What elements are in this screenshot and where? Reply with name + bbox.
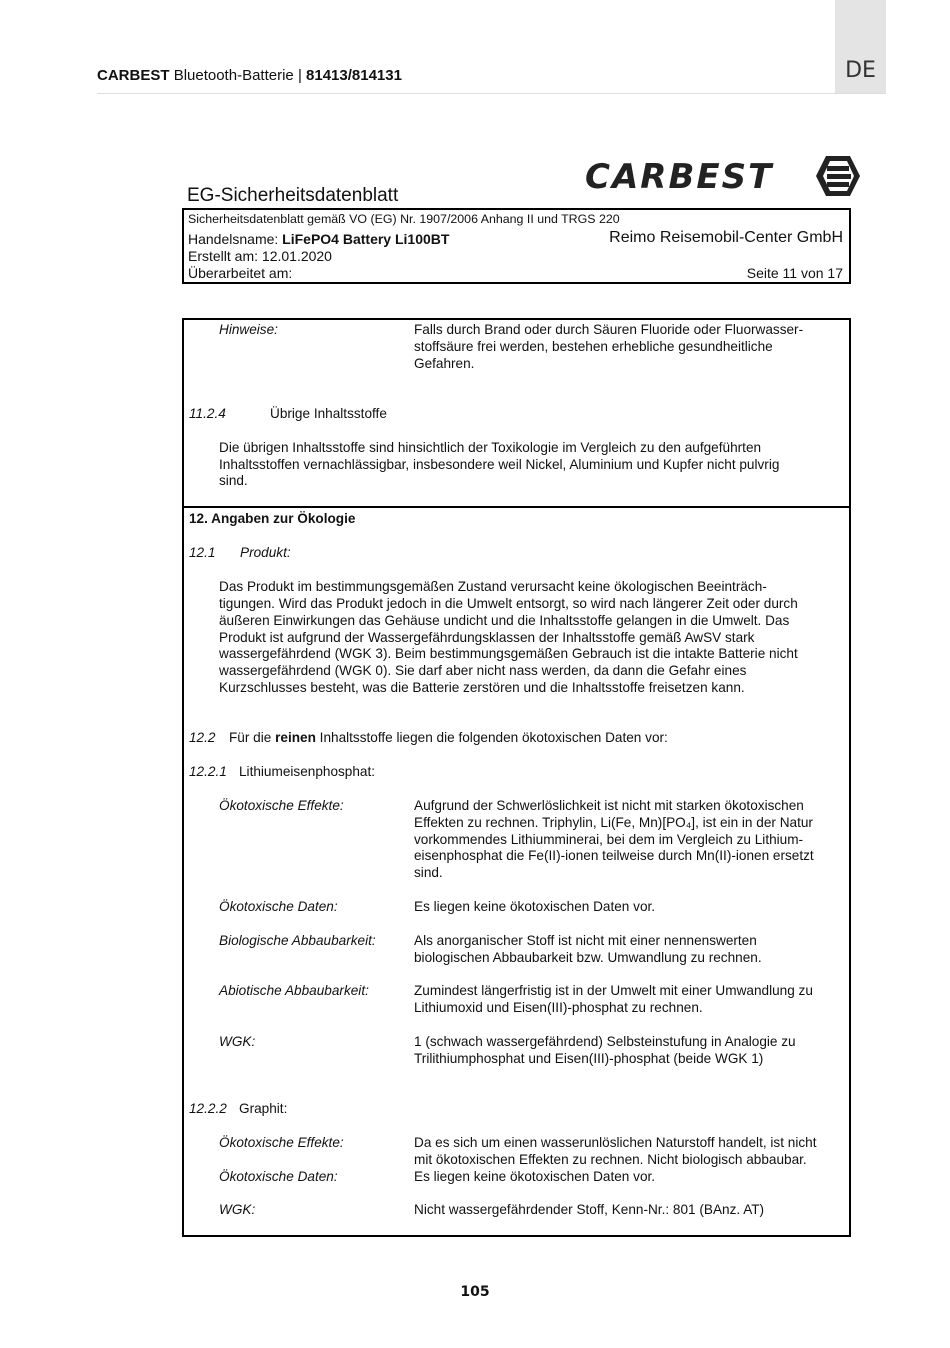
section-title: Graphit: (239, 1101, 288, 1116)
section-number: 12.1 (189, 545, 216, 560)
field-label: Biologische Abbaubarkeit: (219, 933, 376, 948)
logo-text: CARBEST (585, 157, 774, 197)
logo-emblem-icon (816, 156, 860, 196)
section-title: Lithiumeisenphosphat: (239, 764, 376, 779)
section-intro-pre: Für die (229, 730, 276, 745)
section-number: 12.2 (189, 730, 216, 745)
paragraph-line: äußeren Einwirkungen das Gehäuse undicht und die Inhaltsstoffe gelangen in die Umwelt. Das (219, 613, 790, 628)
carbest-logo (583, 152, 863, 205)
hinweise-line: stoffsäure frei werden, bestehen erhebliche gesundheitliche (414, 339, 773, 354)
paragraph-line: wassergefährdend (WGK 3). Beim bestimmungsgemäßen Gebrauch ist die intakte Batterie nicht (219, 646, 798, 661)
trade-name-label: Handelsname: (188, 231, 279, 247)
field-value: Effekten zu rechnen. Triphylin, Li(Fe, Mn)[PO₄], ist ein in der Natur (414, 815, 813, 830)
header-separator: | (297, 67, 302, 84)
section-heading: 12. Angaben zur Ökologie (189, 511, 356, 526)
field-label: WGK: (219, 1202, 256, 1217)
field-label: Abiotische Abbaubarkeit: (219, 983, 369, 998)
paragraph-line: Produkt ist aufgrund der Wassergefährdungsklassen der Inhaltsstoffe gemäß AwSV stark (219, 630, 755, 645)
running-header (97, 67, 402, 84)
field-value: Aufgrund der Schwerlöslichkeit ist nicht mit starken ökotoxischen (414, 798, 804, 813)
content-box (182, 318, 851, 1237)
trade-name-line (188, 231, 449, 247)
field-value: Trilithiumphosphat und Eisen(III)-phosphat (beide WGK 1) (414, 1051, 764, 1066)
paragraph-line: Das Produkt im bestimmungsgemäßen Zustand verursacht keine ökologischen Beeinträch- (219, 579, 767, 594)
field-value: Da es sich um einen wasserunlöslichen Naturstoff handelt, ist nicht (414, 1135, 817, 1150)
field-label: WGK: (219, 1034, 256, 1049)
paragraph-line: sind. (219, 473, 248, 488)
field-value: eisenphosphat die Fe(II)-ionen teilweise durch Mn(II)-ionen ersetzt (414, 848, 814, 863)
field-value: Es liegen keine ökotoxischen Daten vor. (414, 1169, 656, 1184)
field-value: Zumindest längerfristig ist in der Umwelt mit einer Umwandlung zu (414, 983, 813, 998)
field-value: biologischen Abbaubarkeit bzw. Umwandlung zu rechnen. (414, 950, 762, 965)
paragraph-line: Inhaltsstoffen vernachlässigbar, insbesondere weil Nickel, Aluminium und Kupfer nicht pulvrig (219, 457, 780, 472)
field-value: vorkommendes Lithiumminerai, bei dem im Vergleich zu Lithium- (414, 832, 804, 847)
header-divider (97, 93, 885, 94)
hinweise-label: Hinweise: (219, 322, 278, 337)
created-date: Erstellt am: 12.01.2020 (188, 248, 332, 264)
field-value: Es liegen keine ökotoxischen Daten vor. (414, 899, 656, 914)
field-value: Lithiumoxid und Eisen(III)-phosphat zu rechnen. (414, 1000, 703, 1015)
field-value: Als anorganischer Stoff ist nicht mit einer nennenswerten (414, 933, 757, 948)
field-value: Nicht wassergefährdender Stoff, Kenn-Nr.: 801 (BAnz. AT) (414, 1202, 765, 1217)
section-intro (229, 730, 668, 747)
section-divider (184, 506, 849, 508)
header-model: 81413/814131 (306, 67, 402, 84)
field-label: Ökotoxische Daten: (219, 899, 338, 914)
section-title: Übrige Inhaltsstoffe (270, 406, 387, 421)
field-value: 1 (schwach wassergefährdend) Selbsteinstufung in Analogie zu (414, 1034, 796, 1049)
field-label: Ökotoxische Daten: (219, 1169, 338, 1184)
section-intro-post: Inhaltsstoffe liegen die folgenden ökotoxischen Daten vor: (315, 730, 668, 745)
hinweise-line: Gefahren. (414, 356, 475, 371)
sds-title: EG-Sicherheitsdatenblatt (187, 185, 399, 206)
hinweise-line: Falls durch Brand oder durch Säuren Fluoride oder Fluorwasser- (414, 322, 804, 337)
paragraph-line: Die übrigen Inhaltsstoffe sind hinsichtlich der Toxikologie im Vergleich zu den aufgeführten (219, 440, 762, 455)
header-product: Bluetooth-Batterie (173, 67, 294, 84)
paragraph-line: tigungen. Wird das Produkt jedoch in die Umwelt entsorgt, so wird nach längerer Zeit oder durch (219, 596, 798, 611)
company-name: Reimo Reisemobil-Center GmbH (609, 229, 843, 246)
header-brand: CARBEST (97, 67, 170, 84)
field-label: Ökotoxische Effekte: (219, 798, 344, 813)
field-value: mit ökotoxischen Effekten zu rechnen. Nicht biologisch abbaubar. (414, 1152, 807, 1167)
page-of: Seite 11 von 17 (746, 265, 843, 281)
section-number: 11.2.4 (189, 406, 226, 421)
sds-header-box (182, 208, 851, 284)
section-number: 12.2.1 (189, 764, 227, 779)
paragraph-line: wassergefährdend (WGK 0). Sie darf aber nicht nass werden, da dann die Gefahr eines (219, 663, 747, 678)
page-number: 105 (460, 1284, 490, 1300)
trade-name: LiFePO4 Battery Li100BT (282, 231, 450, 247)
revised-date: Überarbeitet am: (188, 265, 293, 281)
section-number: 12.2.2 (189, 1101, 227, 1116)
section-intro-bold: reinen (275, 730, 316, 745)
section-title: Produkt: (240, 545, 291, 560)
language-tab: DE (835, 0, 886, 94)
regulation-line: Sicherheitsdatenblatt gemäß VO (EG) Nr. 1907/2006 Anhang II und TRGS 220 (188, 212, 620, 226)
paragraph-line: Kurzschlusses besteht, was die Batterie zerstören und die Inhaltsstoffe freisetzen kann. (219, 680, 745, 695)
field-label: Ökotoxische Effekte: (219, 1135, 344, 1150)
field-value: sind. (414, 865, 443, 880)
